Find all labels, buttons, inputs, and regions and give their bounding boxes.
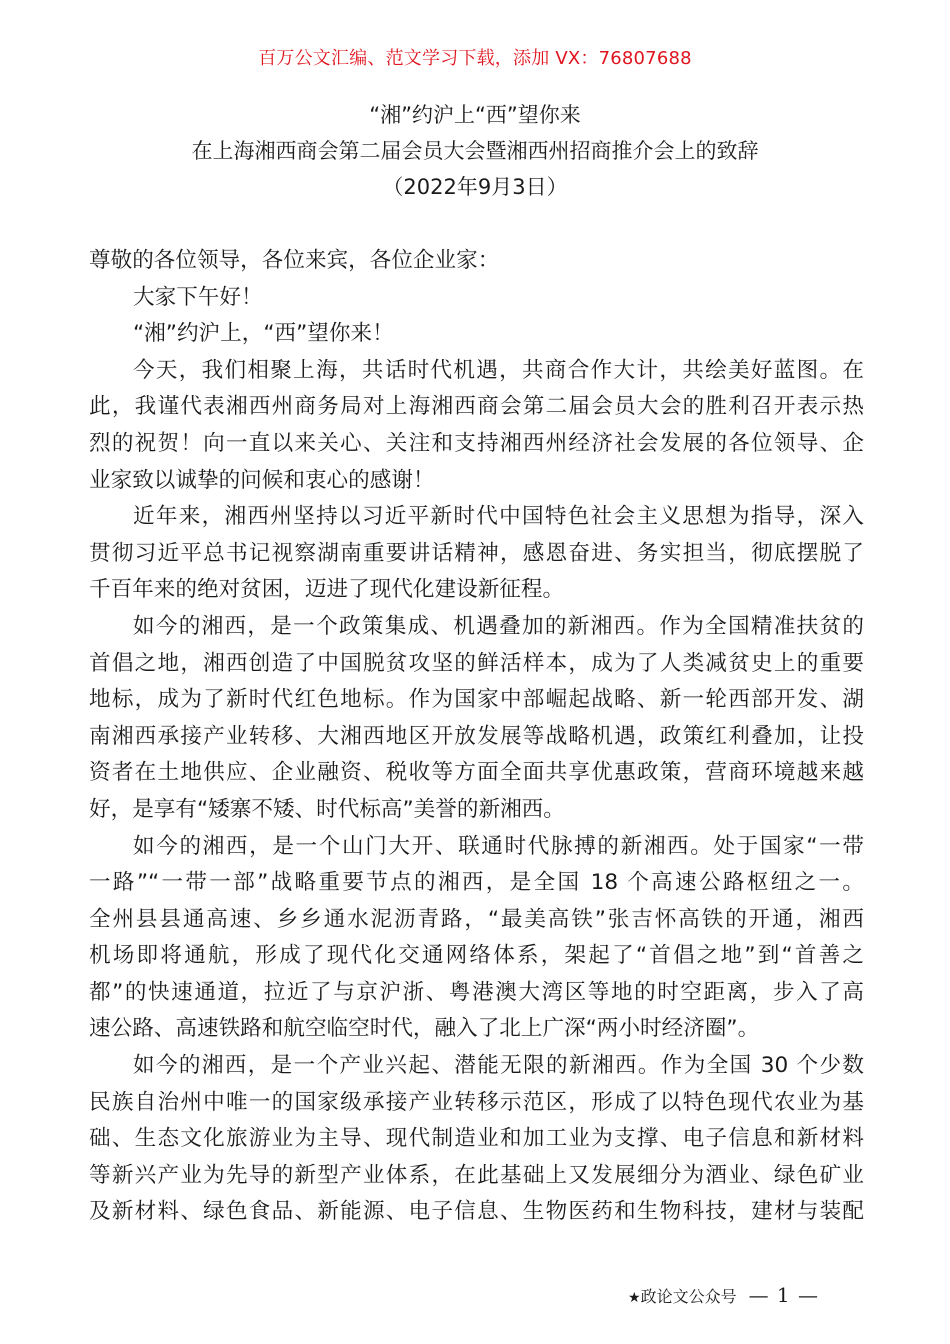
body-line: 南湘西承接产业转移、大湘西地区开放发展等战略机遇，政策红利叠加，让投 — [89, 723, 864, 749]
body-line: 此，我谨代表湘西州商务局对上海湘西商会第二届会员大会的胜利召开表示热 — [89, 394, 864, 420]
body-line: 千百年来的绝对贫困，迈进了现代化建设新征程。 — [89, 577, 565, 603]
body-line: 今天，我们相聚上海，共话时代机遇，共商合作大计，共绘美好蓝图。在 — [133, 357, 864, 383]
body-line: 民族自治州中唯一的国家级承接产业转移示范区，形成了以特色现代农业为基 — [89, 1089, 864, 1115]
star-icon: ★ — [628, 1290, 641, 1306]
title-block — [0, 97, 950, 205]
document-title: “湘”约沪上“西”望你来 — [369, 103, 581, 127]
body-line: “湘”约沪上，“西”望你来！ — [133, 321, 394, 347]
watermark-banner: 百万公文汇编、范文学习下载，添加 VX：76807688 — [258, 48, 692, 69]
body-line: 烈的祝贺！向一直以来关心、关注和支持湘西州经济社会发展的各位领导、企 — [89, 430, 864, 456]
body-line: 全州县县通高速、乡乡通水泥沥青路，“最美高铁”张吉怀高铁的开通，湘西 — [89, 906, 864, 932]
body-line: 业家致以诚挚的问候和衷心的感谢！ — [89, 467, 435, 493]
body-line: 贯彻习近平总书记视察湖南重要讲话精神，感恩奋进、务实担当，彻底摆脱了 — [89, 540, 864, 566]
body-line: 大家下午好！ — [133, 284, 263, 310]
body-line: 如今的湘西，是一个产业兴起、潜能无限的新湘西。作为全国 30 个少数 — [133, 1053, 864, 1079]
body-line: 及新材料、绿色食品、新能源、电子信息、生物医药和生物科技，建材与装配 — [89, 1199, 864, 1225]
body-line: 首倡之地，湘西创造了中国脱贫攻坚的鲜活样本，成为了人类减贫史上的重要 — [89, 650, 864, 676]
body-line: 地标，成为了新时代红色地标。作为国家中部崛起战略、新一轮西部开发、湖 — [89, 687, 864, 713]
body-line: 好，是享有“矮寨不矮、时代标高”美誉的新湘西。 — [89, 796, 565, 822]
body-line: 机场即将通航，形成了现代化交通网络体系，架起了“首倡之地”到“首善之 — [89, 943, 864, 969]
body-line: 如今的湘西，是一个山门大开、联通时代脉搏的新湘西。处于国家“一带 — [133, 833, 864, 859]
document-date: （2022年9月3日） — [382, 175, 568, 199]
body-line: 等新兴产业为先导的新型产业体系，在此基础上又发展细分为酒业、绿色矿业 — [89, 1162, 864, 1188]
body-line: 础、生态文化旅游业为主导、现代制造业和加工业为支撑、电子信息和新材料 — [89, 1126, 864, 1152]
body-line: 近年来，湘西州坚持以习近平新时代中国特色社会主义思想为指导，深入 — [133, 504, 864, 530]
footer-source: 政论文公众号 — [640, 1287, 737, 1306]
body-line: 一路”“一带一部”战略重要节点的湘西，是全国 18 个高速公路枢纽之一。 — [89, 870, 864, 896]
body-line: 速公路、高速铁路和航空临空时代，融入了北上广深“两小时经济圈”。 — [89, 1016, 760, 1042]
body-line: 如今的湘西，是一个政策集成、机遇叠加的新湘西。作为全国精准扶贫的 — [133, 613, 864, 639]
body-line: 尊敬的各位领导，各位来宾，各位企业家： — [89, 248, 500, 273]
body-line: 资者在土地供应、企业融资、税收等方面全面共享优惠政策，营商环境越来越 — [89, 760, 864, 786]
page-number: — 1 — — [748, 1283, 820, 1307]
document-subtitle: 在上海湘西商会第二届会员大会暨湘西州招商推介会上的致辞 — [191, 139, 759, 163]
document-body — [89, 243, 864, 1231]
body-line: 都”的快速通道，拉近了与京沪浙、粤港澳大湾区等地的时空距离，步入了高 — [89, 979, 864, 1005]
page-footer — [628, 1283, 819, 1310]
